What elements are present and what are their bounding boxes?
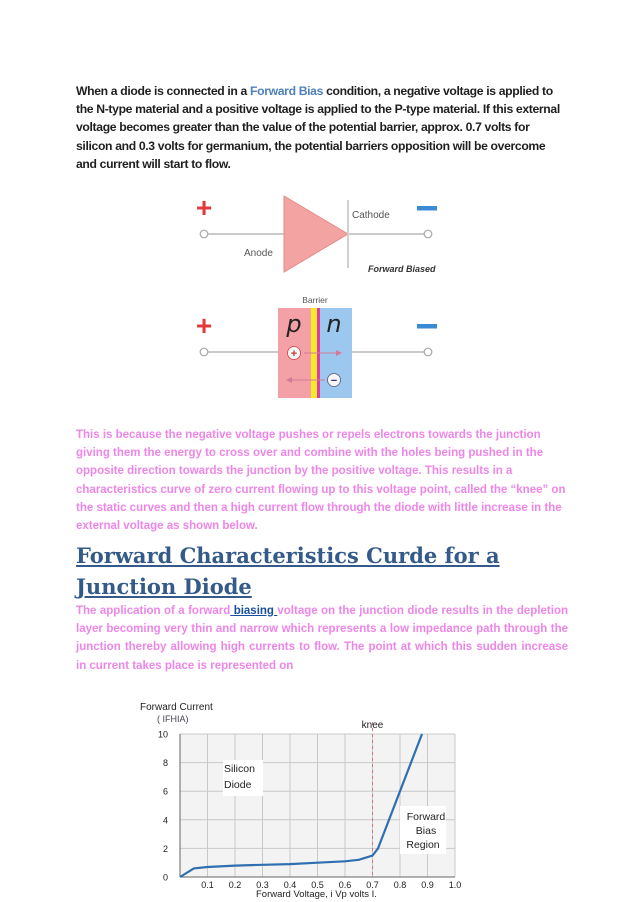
x-tick-label: 0.9 [421,880,434,890]
x-tick-label: 0.5 [311,880,324,890]
chart-y-ticks [158,730,168,883]
y-tick-label: 4 [162,815,168,826]
forward-biased-caption: Forward Biased [368,264,436,274]
chart-x-ticks [201,880,461,890]
y-tick-label: 10 [157,729,168,740]
silicon-label-line1: Silicon [224,763,255,775]
plus-sign-junction: + [195,310,213,341]
anode-terminal [200,230,208,238]
cathode-label: Cathode [352,210,390,221]
y-tick-label: 2 [162,843,168,854]
y-axis-unit-label: ( IFHIA) [157,714,189,724]
x-axis-label: Forward Voltage, i Vp volts I. [256,889,377,900]
silicon-label-line2: Diode [224,779,252,791]
x-tick-label: 0.3 [256,880,269,890]
knee-label: knee [361,720,384,731]
y-tick-label: 8 [162,758,168,769]
intro-prefix: When a diode is connected in a [76,84,251,98]
application-suffix: voltage on the junction diode results in the depletion layer becoming very thin and narrow which represents a low impedance path through the junction thereby allowing high currents to flow. The point at which this sudden increase in current takes place is represented on [76,605,568,672]
intro-paragraph [76,82,568,173]
region-label-line2: Bias [415,825,437,837]
plus-sign-top: + [195,192,213,223]
region-label-line3: Region [406,839,440,851]
x-tick-label: 0.7 [366,880,379,890]
n-label: n [326,310,342,338]
biasing-link[interactable]: biasing [230,605,278,617]
x-tick-label: 0.6 [338,880,352,890]
explanation-paragraph: This is because the negative voltage pushes or repels electrons towards the junction giving them the energy to cross over and combine with the holes being pushed in the opposite direction towards the junction by the positive voltage. This results in a characteristics curve of zero current flowing up to this voltage point, called the “knee” on the static curves and then a high current flow through the diode with little increase in the external voltage as shown below. [76,429,566,533]
minus-sign-junction [417,324,437,329]
hole-sign: + [290,348,298,360]
x-tick-label: 0.8 [393,880,407,890]
right-terminal [424,348,432,356]
y-axis-label: Forward Current [140,702,213,713]
barrier-label: Barrier [302,295,328,305]
pn-junction-diagram [188,294,450,404]
y-tick-label: 0 [162,872,168,883]
intro-suffix: condition, a negative voltage is applied to the N-type material and a positive voltage is applied to the P-type material. If this external voltage becomes greater than the value of the potential barrier, approx. 0.7 volts for silicon and 0.3 volts for germanium, the potential barriers opposition will be overcome and current will start to flow. [76,84,560,171]
electron-sign: − [330,375,338,387]
cathode-terminal [424,230,432,238]
minus-sign-top [417,206,437,211]
x-tick-label: 0.2 [228,880,242,890]
region-label-line1: Forward [406,811,446,823]
y-tick-label: 6 [162,786,168,797]
x-tick-label: 0.1 [201,880,214,890]
x-tick-label: 0.4 [283,880,297,890]
left-terminal [200,348,208,356]
forward-bias-highlight: Forward Bias [250,84,324,98]
x-tick-label: 1.0 [448,880,462,890]
p-label: p [286,310,302,338]
forward-characteristics-chart [140,716,470,890]
section-heading: Forward Characteristics Curde for a Junction Diode [76,543,500,599]
diode-triangle [284,196,348,272]
anode-label: Anode [244,248,273,259]
application-prefix: The application of a forward [76,605,231,617]
application-paragraph [76,602,568,675]
forward-biased-diode-diagram [188,186,450,282]
